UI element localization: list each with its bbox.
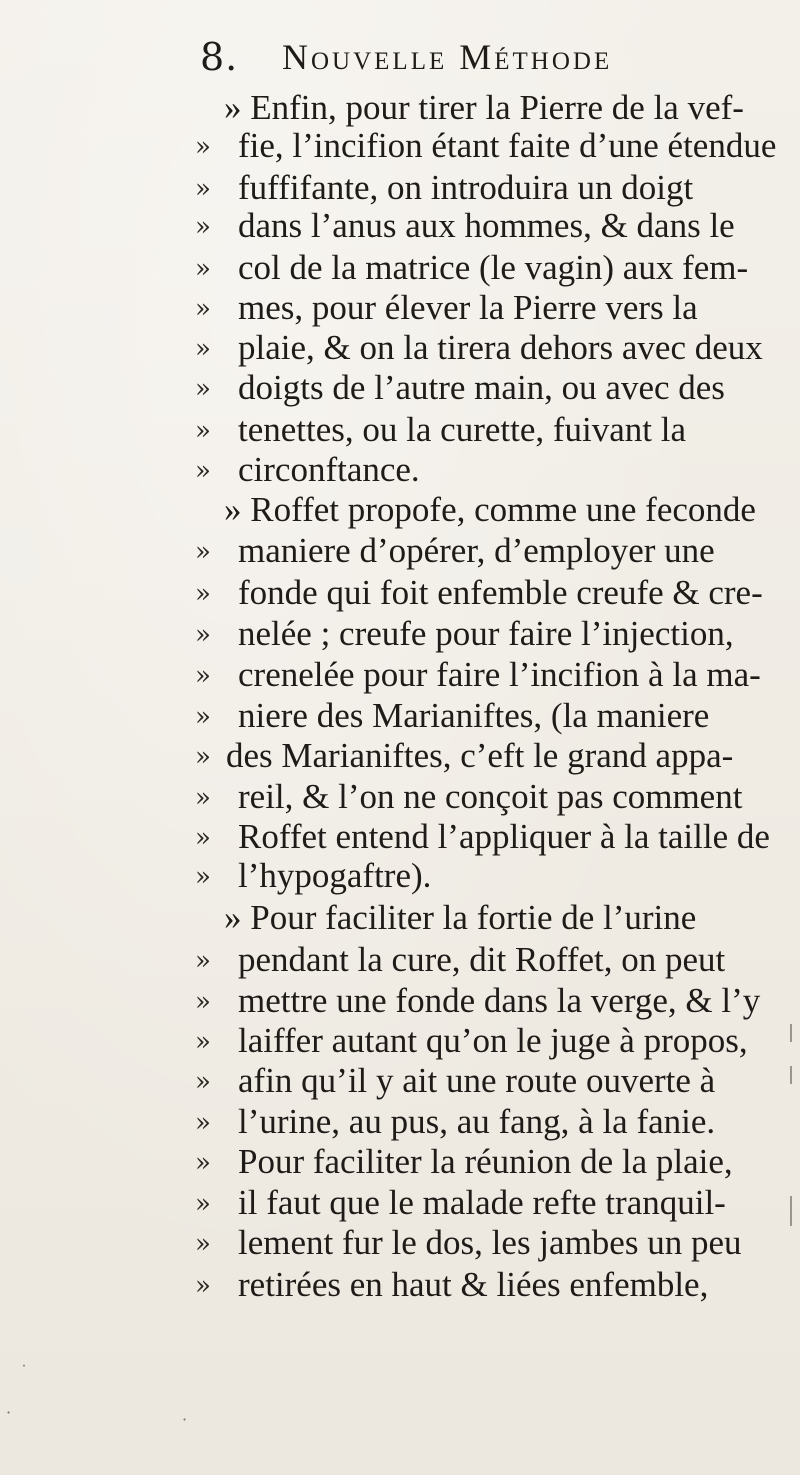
text-line: Roffet entend l’appliquer à la taille de xyxy=(238,817,770,856)
text-line: il faut que le malade refte tranquil- xyxy=(238,1183,726,1222)
quote-mark: » xyxy=(195,1108,211,1138)
text-line: col de la matrice (le vagin) aux fem- xyxy=(238,248,749,287)
quote-mark: » xyxy=(195,212,211,242)
text-line: laiffer autant qu’on le juge à propos, xyxy=(238,1021,748,1060)
quote-mark: » xyxy=(195,294,211,324)
text-line: doigts de l’autre main, ou avec des xyxy=(238,368,725,407)
quote-mark: » xyxy=(195,537,211,567)
text-line: fonde qui foit enfemble creufe & cre- xyxy=(238,573,763,612)
quote-mark: » xyxy=(195,1189,211,1219)
text-line: circonftance. xyxy=(238,450,420,489)
page-header xyxy=(200,34,760,80)
quote-mark: » xyxy=(195,254,211,284)
quote-mark: » xyxy=(195,174,211,204)
ink-speck: · xyxy=(182,1410,188,1429)
quote-mark: » xyxy=(195,661,211,691)
text-line: l’hypogaftre). xyxy=(238,856,432,895)
text-line: dans l’anus aux hommes, & dans le xyxy=(238,206,735,245)
quote-mark: » xyxy=(195,946,211,976)
text-line: reil, & l’on ne conçoit pas comment xyxy=(238,777,743,816)
text-line: Pour faciliter la réunion de la plaie, xyxy=(238,1142,733,1181)
margin-mark xyxy=(790,1196,792,1226)
quote-mark: » xyxy=(195,783,211,813)
text-line: fie, l’incifion étant faite d’une étendue xyxy=(238,126,777,165)
quote-mark: » xyxy=(195,1027,211,1057)
quote-mark: » xyxy=(195,862,211,892)
text-line: mes, pour élever la Pierre vers la xyxy=(238,288,698,327)
quote-mark: » xyxy=(195,374,211,404)
ink-speck: · xyxy=(6,1403,12,1422)
margin-mark xyxy=(790,1066,792,1084)
text-line: niere des Marianiftes, (la maniere xyxy=(238,696,710,735)
quote-mark: » xyxy=(195,1148,211,1178)
text-line: mettre une fonde dans la verge, & l’y xyxy=(238,981,761,1020)
text-line: fuffifante, on introduira un doigt xyxy=(238,168,694,207)
quote-mark: » xyxy=(195,620,211,650)
margin-mark xyxy=(790,1024,792,1042)
quote-mark: » xyxy=(195,334,211,364)
text-line: tenettes, ou la curette, fuivant la xyxy=(238,410,687,449)
running-title: Nouvelle Méthode xyxy=(282,37,613,77)
text-line: » Pour faciliter la fortie de l’urine xyxy=(224,898,697,937)
quote-mark: » xyxy=(195,702,211,732)
ink-speck: ˙ xyxy=(20,1362,28,1381)
quote-mark: » xyxy=(195,987,211,1017)
text-line: lement fur le dos, les jambes un peu xyxy=(238,1223,742,1262)
quote-mark: » xyxy=(195,1067,211,1097)
text-line: maniere d’opérer, d’employer une xyxy=(238,531,715,570)
text-line: l’urine, au pus, au fang, à la fanie. xyxy=(238,1102,716,1141)
text-line: crenelée pour faire l’incifion à la ma- xyxy=(238,655,761,694)
text-line: plaie, & on la tirera dehors avec deux xyxy=(238,328,763,367)
text-line: nelée ; creufe pour faire l’injection, xyxy=(238,614,734,653)
text-line: » Enfin, pour tirer la Pierre de la vef- xyxy=(224,88,744,127)
quote-mark: » xyxy=(195,579,211,609)
quote-mark: » xyxy=(195,416,211,446)
quote-mark: » xyxy=(195,1229,211,1259)
quote-mark: » xyxy=(195,456,211,486)
text-line: des Marianiftes, c’eft le grand appa- xyxy=(226,736,734,775)
quote-mark: » xyxy=(195,1271,211,1301)
text-line: retirées en haut & liées enfemble, xyxy=(238,1265,709,1304)
text-line: » Roffet propofe, comme une feconde xyxy=(224,490,756,529)
quote-mark: » xyxy=(195,823,211,853)
quote-mark: » xyxy=(195,742,211,772)
page-number: 8. xyxy=(200,35,239,79)
text-line: afin qu’il y ait une route ouverte à xyxy=(238,1061,716,1100)
text-line: pendant la cure, dit Roffet, on peut xyxy=(238,940,726,979)
quote-mark: » xyxy=(195,132,211,162)
